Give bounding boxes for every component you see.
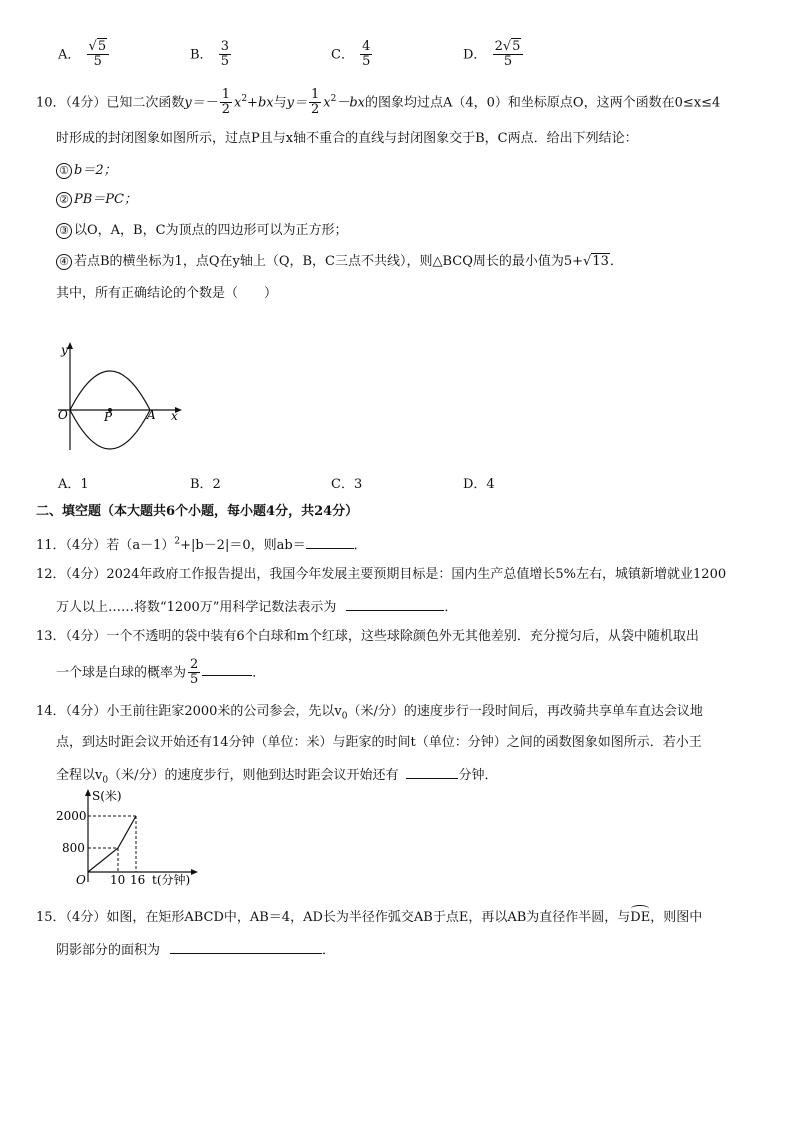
q14-graph xyxy=(44,786,204,890)
q10-line2: 时形成的封闭图象如图所示，过点P且与x轴不重合的直线与封闭图象交于B，C两点．给出下列结论： xyxy=(56,131,638,146)
q10-graph-x-label: x xyxy=(171,409,178,423)
q12-answer-blank[interactable] xyxy=(346,599,444,611)
q12-line2: 万人以上……将数“1200万”用科学记数法表示为 ． xyxy=(56,600,458,615)
q9-option-c: C． $\frac{4}{5}$ xyxy=(331,39,371,70)
q11: 11．（4分）若$(a-1)^2+|b-2|=0$，则ab＝ ． xyxy=(36,536,367,553)
q14-line2: 点，到达时距会议开始还有14分钟（单位：米）与距家的时间t（单位：分钟）之间的函数图象如图所示．若小王 xyxy=(56,735,702,750)
q10-option-d: D．4 xyxy=(463,477,495,492)
q14-graph-tick-16: 16 xyxy=(130,873,146,887)
q10-conclusion-3: ③ 以O，A，B，C为顶点的四边形可以为正方形； xyxy=(56,223,348,239)
q10-graph xyxy=(52,340,192,460)
q15-line2: 阴影部分的面积为 ． xyxy=(56,943,336,958)
q14-answer-blank[interactable] xyxy=(406,767,458,779)
q15-line1: 15．（4分）如图，在矩形ABCD中，AB＝4，AD长为半径作弧交AB于点E，再以AB为直径作半圆，与 DE，则图中 xyxy=(36,907,702,924)
q10-conclusion-1: ① b＝2； xyxy=(56,163,117,179)
q15-answer-blank[interactable] xyxy=(170,942,322,954)
q13-line2: 一个球是白球的概率为 $\frac{2}{5}$ ． xyxy=(56,657,266,688)
q14-graph-y-label: S(米) xyxy=(92,789,122,803)
q14-graph-tick-800: 800 xyxy=(62,841,85,855)
q13-line1: 13．（4分）一个不透明的袋中装有6个白球和m个红球，这些球除颜色外无其他差别．充分搅匀后，从袋中随机取出 xyxy=(36,629,699,644)
q14-graph-x-label: t(分钟) xyxy=(152,873,191,887)
q10-graph-origin: O xyxy=(58,408,68,422)
q10-graph-y-label: y xyxy=(61,343,68,357)
q10-graph-point-p: P xyxy=(104,410,113,424)
q9-option-a: A． $\frac{√5}{5}$ xyxy=(58,40,111,70)
q10-option-b: B．2 xyxy=(190,477,221,492)
q10-option-a: A．1 xyxy=(58,477,89,492)
q10-conclusion-4: ④ 若点B的横坐标为1，点Q在y轴上（Q，B，C三点不共线），则△BCQ周长的最小值为5+√13． xyxy=(56,254,623,270)
q11-answer-blank[interactable] xyxy=(306,537,354,549)
q14-line1: 14．（4分）小王前往距家2000米的公司参会，先以$v_0$（米/分）的速度步行一段时间后，再改骑共享单车直达会议地 xyxy=(36,704,703,722)
q10-conclusion-2: ② PB＝PC； xyxy=(56,192,137,208)
q10-question: 其中，所有正确结论的个数是（ ） xyxy=(56,286,278,301)
q14-graph-origin: O xyxy=(76,873,86,887)
q9-option-d: D． $\frac{2√5}{5}$ xyxy=(463,40,525,70)
q14-graph-tick-10: 10 xyxy=(110,873,126,887)
q9-option-b: B． $\frac{3}{5}$ xyxy=(190,39,229,70)
q10-option-c: C．3 xyxy=(331,477,363,492)
q14-line3: 全程以$v_0$（米/分）的速度步行，则他到达时距会议开始还有 分钟． xyxy=(56,768,498,786)
q13-answer-blank[interactable] xyxy=(202,664,252,676)
q10-line1: 10．（4分）已知二次函数y＝－ $\frac{1}{2}$ $x^2+bx$与y＝ $\frac{1}{2}$ $x^2-bx$的图象均过点A（4，0）和坐标原点O，这两个函数在0≤x≤4 xyxy=(36,87,721,118)
q12-line1: 12．（4分）2024年政府工作报告提出，我国今年发展主要预期目标是：国内生产总值增长5%左右，城镇新增就业1200 xyxy=(36,567,727,582)
q14-graph-tick-2000: 2000 xyxy=(56,809,87,823)
section-2-heading: 二、填空题（本大题共6个小题，每小题4分，共24分） xyxy=(36,504,359,519)
q10-graph-point-a: A xyxy=(147,408,156,422)
q15-arc-de: DE xyxy=(630,907,650,924)
